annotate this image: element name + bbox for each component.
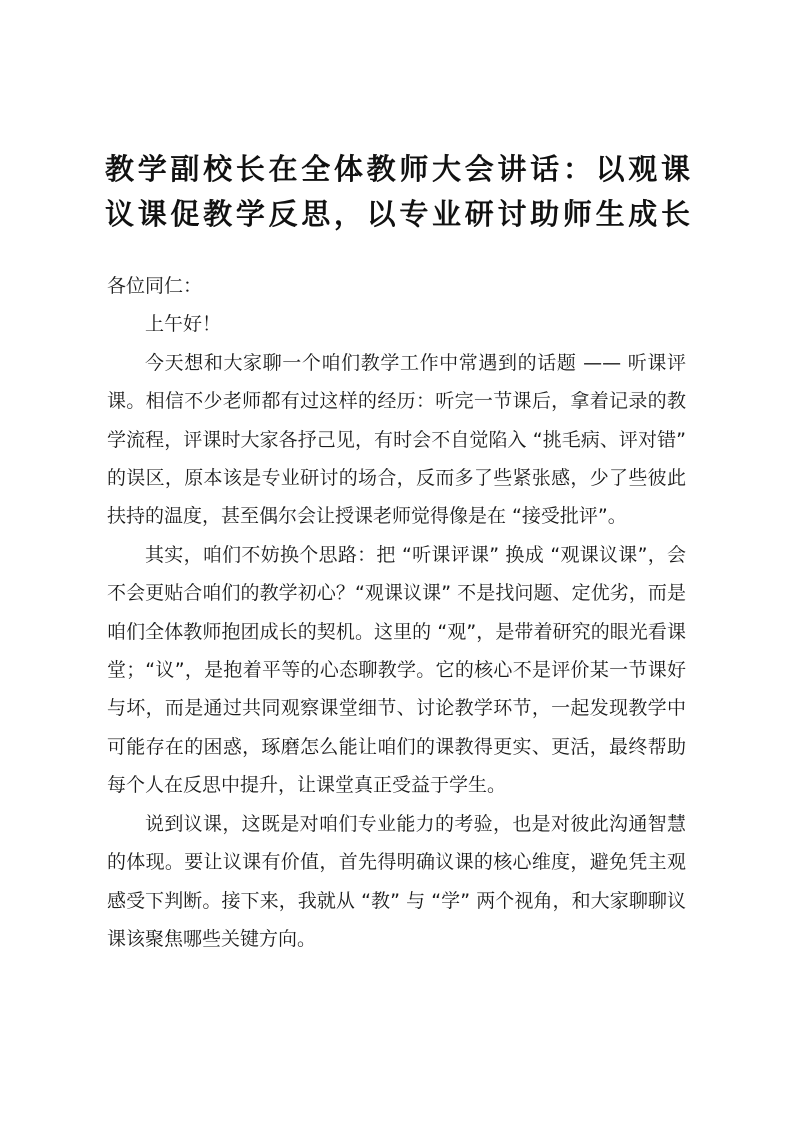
title-line-2: 议课促教学反思，以专业研讨助师生成长 <box>105 197 690 231</box>
paragraph: 说到议课，这既是对咱们专业能力的考验，也是对彼此沟通智慧的体现。要让议课有价值，首先得明确议课的核心维度，避免凭主观感受下判断。接下来，我就从 “教” 与 “学” 两个视角，和大家聊聊议课该聚焦哪些关键方向。 <box>107 812 686 950</box>
document-body <box>107 267 686 958</box>
paragraph: 其实，咱们不妨换个思路：把 “听课评课” 换成 “观课议课”，会不会更贴合咱们的教学初心？“观课议课” 不是找问题、定优劣，而是咱们全体教师抱团成长的契机。这里的 “观”，是带着研究的眼光看课堂；“议”，是抱着平等的心态聊教学。它的核心不是评价某一节课好与坏，而是通过共同观察课堂细节、讨论教学环节，一起发现教学中可能存在的困惑，琢磨怎么能让咱们的课教得更实、更活，最终帮助每个人在反思中提升，让课堂真正受益于学生。 <box>107 543 686 797</box>
greeting: 上午好！ <box>145 313 222 336</box>
salutation: 各位同仁： <box>107 275 203 297</box>
paragraph: 今天想和大家聊一个咱们教学工作中常遇到的话题 —— 听课评课。相信不少老师都有过这样的经历：听完一节课后，拿着记录的教学流程，评课时大家各抒己见，有时会不自觉陷入 “挑毛病、评对错” 的误区，原本该是专业研讨的场合，反而多了些紧张感，少了些彼此扶持的温度，甚至偶尔会让授课老师觉得像是在 “接受批评”。 <box>107 351 686 528</box>
title-line-1: 教学副校长在全体教师大会讲话：以观课 <box>105 152 690 186</box>
document-title <box>105 147 690 237</box>
